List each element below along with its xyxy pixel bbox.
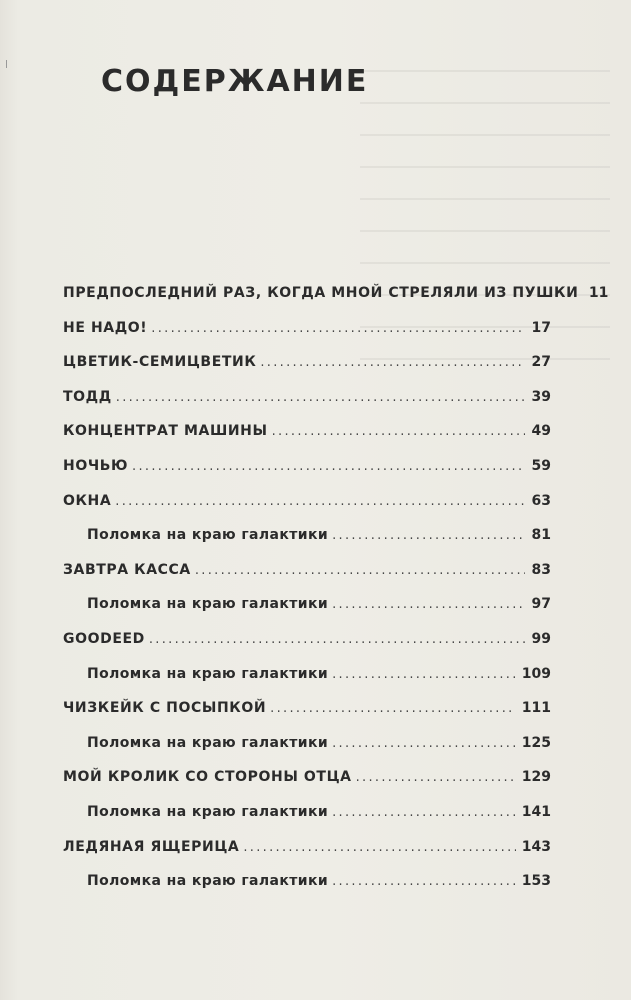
dot-leader — [149, 623, 525, 658]
toc-page-number: 49 — [531, 423, 551, 440]
toc-entry-title: ОКНА — [63, 492, 112, 509]
toc-entry — [63, 414, 551, 449]
dot-leader — [195, 554, 525, 589]
toc-entry — [63, 553, 551, 588]
toc-entry — [63, 276, 609, 311]
toc-entry-title: МОЙ КРОЛИК СО СТОРОНЫ ОТЦА — [63, 769, 352, 786]
toc-subentry — [63, 657, 551, 692]
dot-leader — [116, 381, 525, 416]
toc-entry-title: ТОДД — [63, 388, 112, 405]
toc-entry-title: Поломка на краю галактики — [87, 596, 329, 613]
toc-page-number: 125 — [521, 734, 551, 751]
toc-entry — [63, 691, 551, 726]
dot-leader — [243, 831, 515, 866]
dot-leader — [272, 415, 525, 450]
toc-entry-title: КОНЦЕНТРАТ МАШИНЫ — [63, 423, 268, 440]
toc-page-number: 109 — [521, 665, 551, 682]
dot-leader — [270, 692, 516, 727]
toc-page-number: 153 — [521, 873, 551, 890]
toc-entry — [63, 484, 551, 519]
toc-entry-title: ПРЕДПОСЛЕДНИЙ РАЗ, КОГДА МНОЙ СТРЕЛЯЛИ ИЗ ПУШКИ — [63, 285, 579, 301]
toc-entry-title: Поломка на краю галактики — [87, 734, 329, 751]
toc-page-number: 63 — [531, 492, 551, 509]
dot-leader — [332, 796, 516, 831]
dot-leader — [260, 346, 525, 381]
toc-entry-title: Поломка на краю галактики — [87, 803, 329, 820]
toc-entry — [63, 449, 551, 484]
toc-page-number: 27 — [531, 354, 551, 371]
toc-page-number: 111 — [521, 700, 551, 717]
toc-page-number: 143 — [521, 838, 551, 855]
toc-entry-title: Поломка на краю галактики — [87, 527, 329, 544]
toc-subentry — [63, 864, 551, 899]
toc-subentry — [63, 587, 551, 622]
toc-subentry — [63, 518, 551, 553]
page-title: СОДЕРЖАНИЕ — [101, 64, 369, 99]
toc-page-number: 81 — [531, 527, 551, 544]
dot-leader — [132, 450, 525, 485]
toc-entry-title: Поломка на краю галактики — [87, 665, 329, 682]
toc-entry-title: НОЧЬЮ — [63, 457, 129, 474]
dot-leader — [332, 658, 516, 693]
dot-leader — [356, 761, 516, 796]
dot-leader — [332, 519, 525, 554]
toc-page-number: 59 — [531, 457, 551, 474]
toc-entry-title: ЛЕДЯНАЯ ЯЩЕРИЦА — [63, 838, 240, 855]
toc-entry — [63, 622, 551, 657]
dot-leader — [332, 727, 516, 762]
toc-page-number: 83 — [531, 561, 551, 578]
toc-entry — [63, 380, 551, 415]
toc-page-number: 39 — [531, 388, 551, 405]
toc-entry-title: GOODEED — [63, 630, 145, 647]
toc-page-number: 11 — [588, 285, 609, 301]
toc-page-number: 129 — [521, 769, 551, 786]
dot-leader — [151, 312, 525, 347]
toc-page-number: 99 — [531, 630, 551, 647]
toc-entry-title: ЗАВТРА КАССА — [63, 561, 191, 578]
toc-entry-title: НЕ НАДО! — [63, 319, 148, 336]
dot-leader — [332, 588, 525, 623]
toc-page-number: 97 — [531, 596, 551, 613]
toc-subentry — [63, 726, 551, 761]
toc-entry — [63, 760, 551, 795]
toc-entry — [63, 345, 551, 380]
table-of-contents — [63, 276, 609, 899]
toc-subentry — [63, 795, 551, 830]
dot-leader — [332, 865, 516, 900]
toc-entry — [63, 830, 551, 865]
margin-mark — [6, 60, 7, 68]
toc-page-number: 17 — [531, 319, 551, 336]
toc-entry-title: ЦВЕТИК-СЕМИЦВЕТИК — [63, 354, 257, 371]
toc-entry-title: Поломка на краю галактики — [87, 873, 329, 890]
toc-entry — [63, 311, 551, 346]
toc-entry-title: ЧИЗКЕЙК С ПОСЫПКОЙ — [63, 700, 267, 717]
toc-page-number: 141 — [521, 803, 551, 820]
dot-leader — [115, 485, 525, 520]
